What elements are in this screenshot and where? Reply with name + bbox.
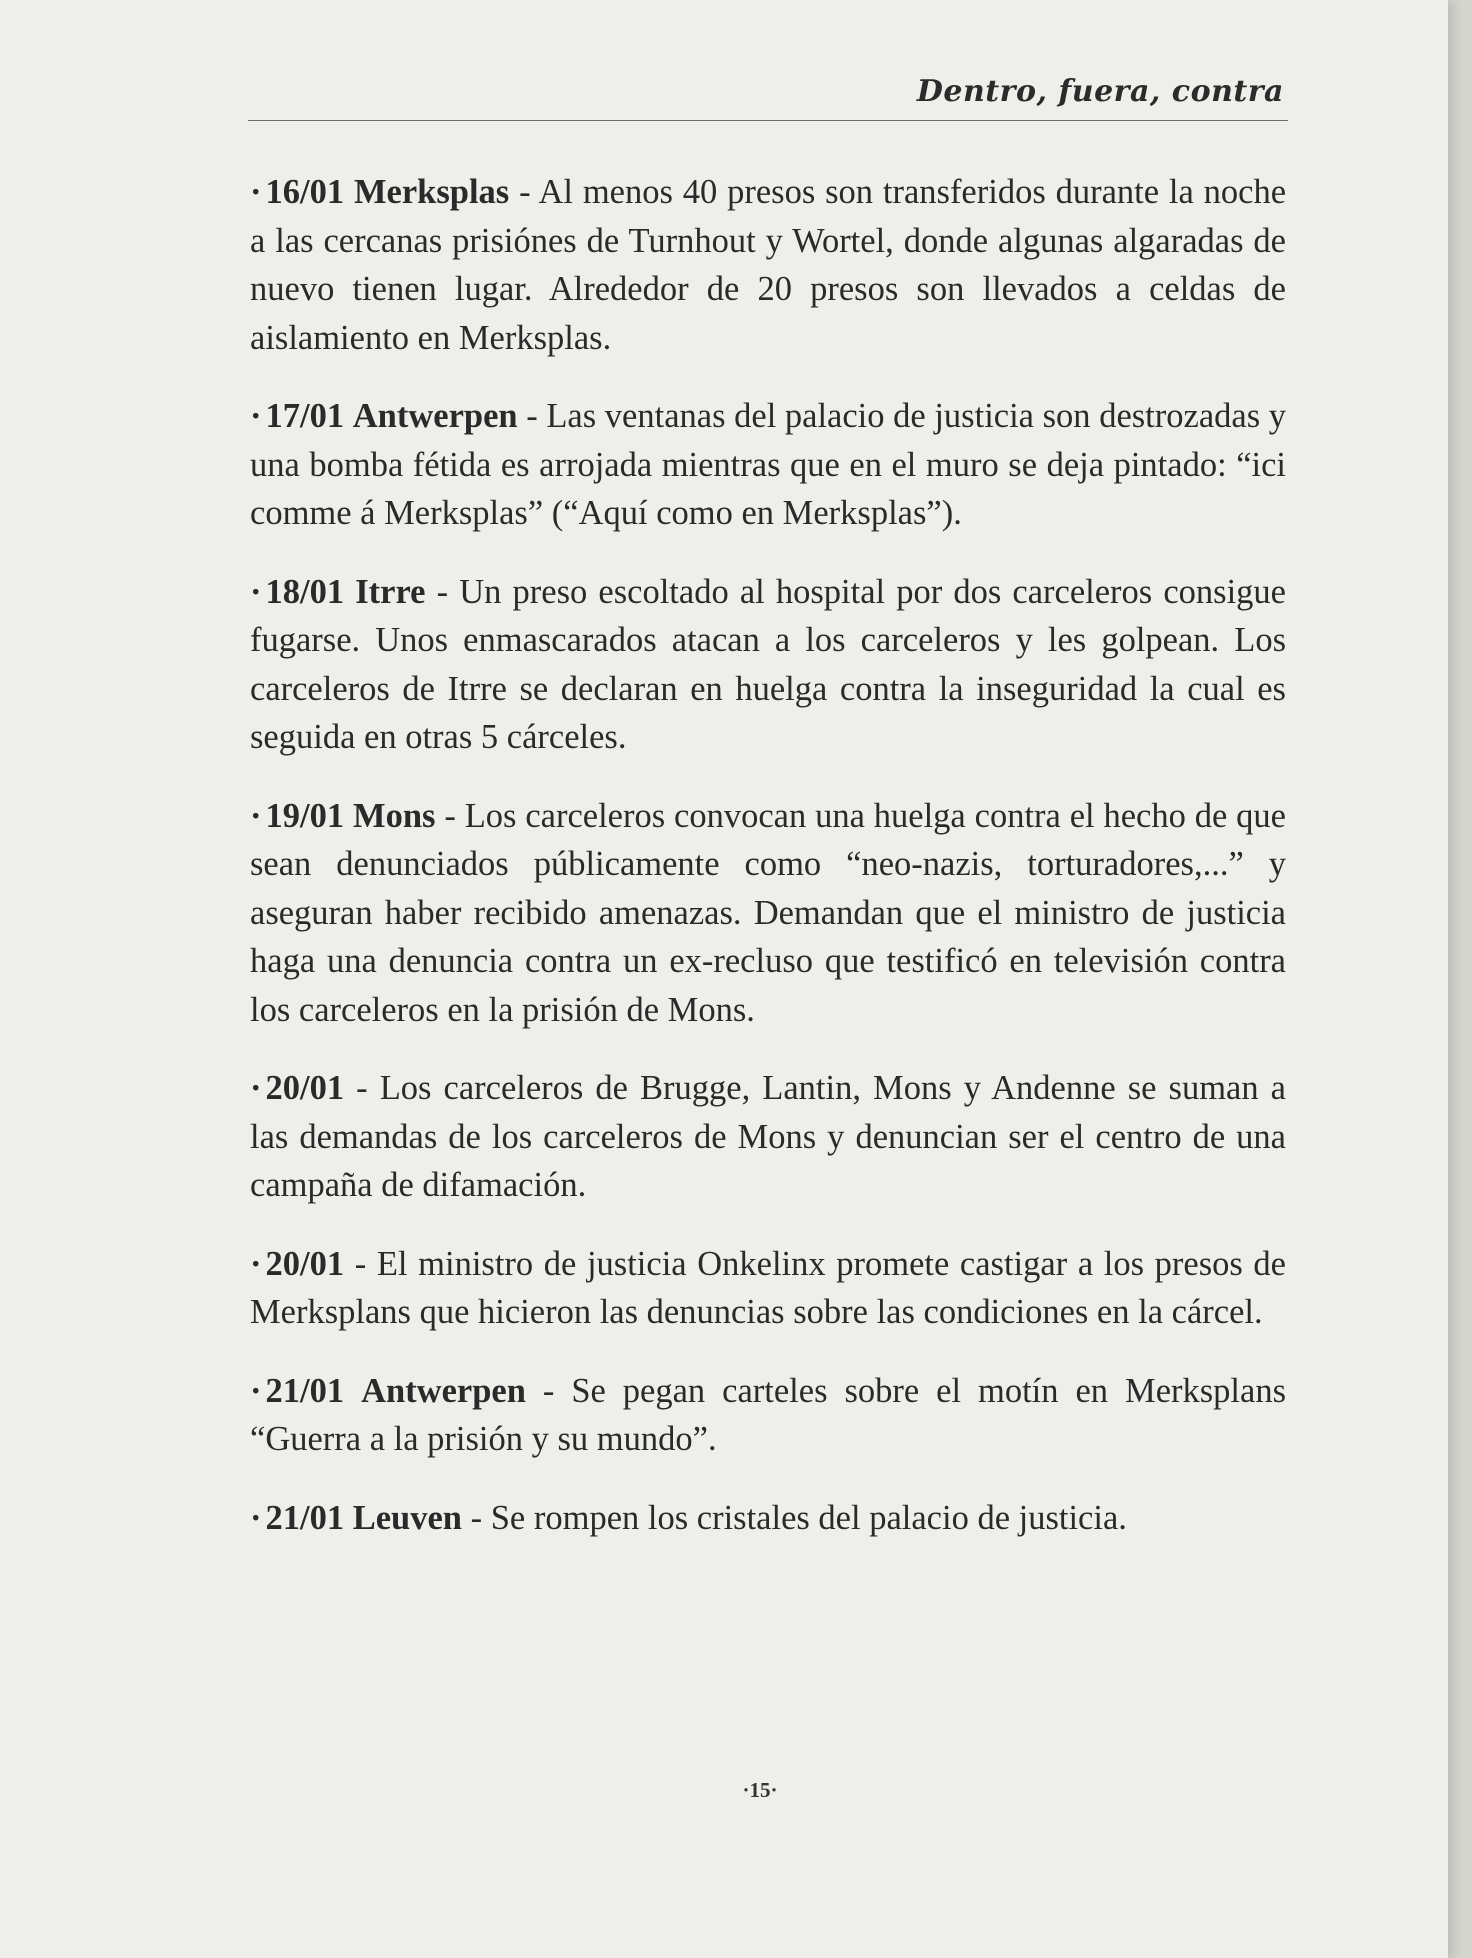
chronology-entry xyxy=(250,392,1286,538)
entry-bullet: · xyxy=(250,1371,262,1410)
chronology-entry xyxy=(250,1367,1286,1464)
chronology-entry xyxy=(250,568,1286,762)
entry-bullet: · xyxy=(250,572,262,611)
entry-text: Las ventanas del palacio de justicia son destrozadas y una bomba fétida es arrojada mientras que en el muro se deja pintado: “ici comme á Merksplas” (“Aquí como en Merksplas”). xyxy=(250,397,1287,532)
entry-separator: - xyxy=(344,1244,377,1283)
entry-date: 21/01 xyxy=(265,1371,345,1410)
entry-date: 21/01 xyxy=(265,1498,345,1537)
entry-date: 19/01 xyxy=(265,796,345,835)
entry-separator: - xyxy=(425,572,460,611)
entry-place: Antwerpen xyxy=(352,397,518,435)
entry-date: 20/01 xyxy=(265,1069,345,1107)
entry-separator: - xyxy=(462,1498,491,1537)
entry-bullet: · xyxy=(250,796,262,835)
entry-text: Los carceleros de Brugge, Lantin, Mons y Andenne se suman a las demandas de los carceleros de Mons y denuncian ser el centro de una campaña de difamación. xyxy=(250,1069,1286,1204)
entry-text: Al menos 40 presos son transferidos durante la noche a las cercanas prisiónes de Turnhout y Wortel, donde algunas algaradas de nuevo tienen lugar. Alrededor de 20 presos son llevados a celdas de aislamiento en Merksplas. xyxy=(250,173,1287,357)
chronology-entry xyxy=(250,792,1286,1035)
entry-date: 18/01 xyxy=(265,572,345,611)
chronology-entry xyxy=(250,168,1286,362)
chronology-entry xyxy=(250,1240,1286,1337)
entry-place: Leuven xyxy=(352,1498,462,1537)
chronology-entry xyxy=(250,1494,1286,1543)
entry-separator: - xyxy=(344,1069,380,1107)
entry-separator: - xyxy=(509,173,539,211)
running-header xyxy=(248,74,1288,121)
entry-bullet: · xyxy=(250,1244,262,1283)
entry-bullet: · xyxy=(250,173,262,211)
entry-date: 20/01 xyxy=(265,1244,345,1283)
entry-place: Antwerpen xyxy=(361,1371,526,1410)
entry-text: Se pegan carteles sobre el motín en Merksplans “Guerra a la prisión y su mundo”. xyxy=(250,1371,1286,1458)
entry-text: Un preso escoltado al hospital por dos carceleros consigue fugarse. Unos enmascarados atacan a los carceleros y les golpean. Los carceleros de Itrre se declaran en huelga contra la inseguridad la cual es seguida en otras 5 cárceles. xyxy=(250,572,1286,756)
entry-separator: - xyxy=(435,796,465,835)
running-header-title: Dentro, fuera, contra xyxy=(916,74,1284,109)
entry-separator: - xyxy=(517,397,547,435)
entry-date: 17/01 xyxy=(265,397,345,435)
entry-bullet: · xyxy=(250,1498,262,1537)
chronology-list xyxy=(250,168,1286,1572)
entry-text: Los carceleros convocan una huelga contra el hecho de que sean denunciados públicamente como “neo-nazis, torturadores,...” y aseguran haber recibido amenazas. Demandan que el ministro de justicia haga una denuncia contra un ex-recluso que testificó en televisión contra los carceleros en la prisión de Mons. xyxy=(250,796,1286,1029)
entry-separator: - xyxy=(525,1371,572,1410)
entry-bullet: · xyxy=(250,1069,262,1107)
entry-text: El ministro de justicia Onkelinx promete castigar a los presos de Merksplans que hicieron las denuncias sobre las condiciones en la cárcel. xyxy=(250,1244,1286,1331)
entry-place: Mons xyxy=(353,796,436,835)
chronology-entry xyxy=(250,1064,1286,1210)
page-number: ·15· xyxy=(742,1778,778,1802)
entry-place: Itrre xyxy=(355,572,426,611)
entry-bullet: · xyxy=(250,397,262,435)
entry-date: 16/01 xyxy=(265,173,345,211)
entry-text: Se rompen los cristales del palacio de justicia. xyxy=(490,1498,1127,1537)
entry-place: Merksplas xyxy=(353,173,510,211)
